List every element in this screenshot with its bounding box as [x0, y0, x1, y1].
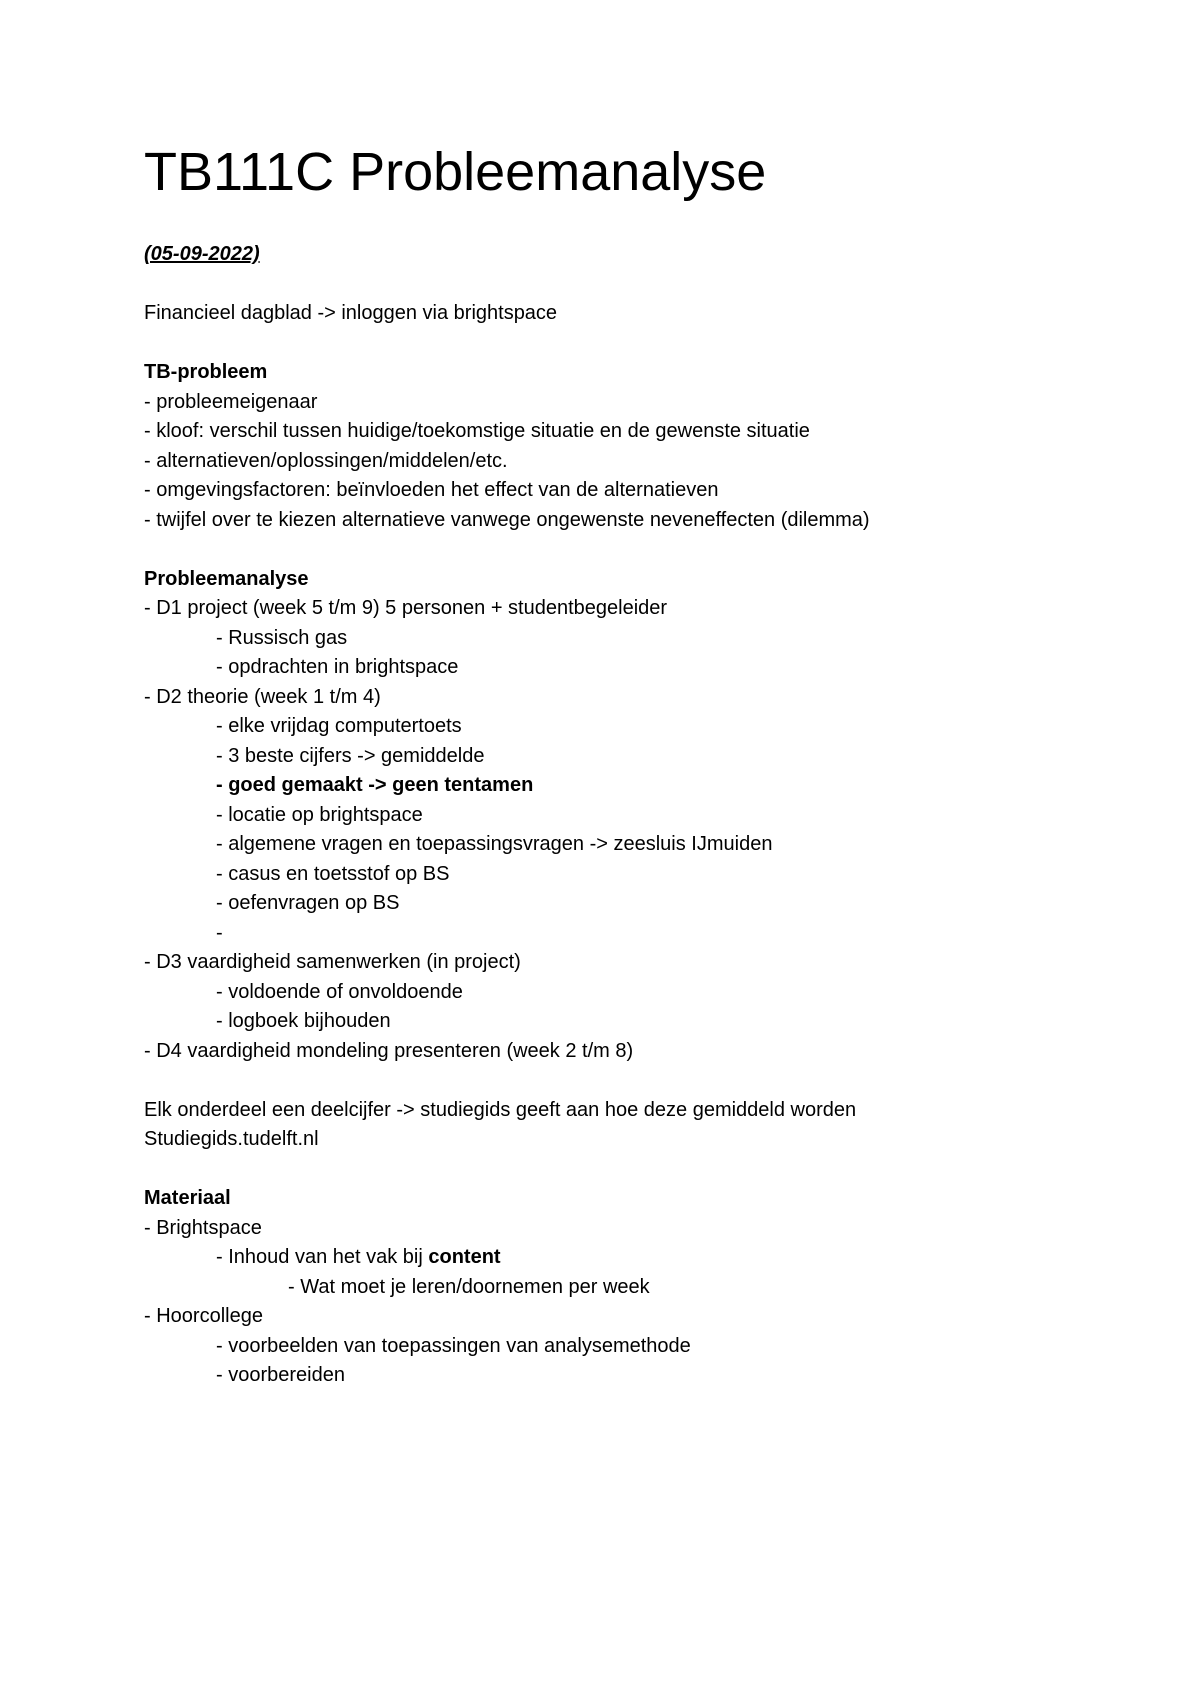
- blank-line: [144, 270, 1144, 300]
- section-heading-tb-probleem: TB-probleem: [144, 361, 268, 383]
- sub-list-item: - algemene vragen en toepassingsvragen -> zeesluis IJmuiden: [216, 833, 773, 855]
- sub-list-item: - locatie op brightspace: [216, 803, 423, 826]
- sub-list-item-inhoud: [144, 1243, 1144, 1273]
- blank-line: [144, 1155, 1144, 1185]
- sub-list-item: - opdrachten in brightspace: [216, 656, 459, 678]
- sub-list-item-emphasis: - goed gemaakt -> geen tentamen: [216, 774, 534, 796]
- inhoud-content-emphasis: content: [428, 1246, 501, 1268]
- sub-list-item: - voorbeelden van toepassingen van analysemethode: [216, 1334, 691, 1357]
- list-item: - alternatieven/oplossingen/middelen/etc.: [144, 449, 508, 472]
- list-item: - kloof: verschil tussen huidige/toekomstige situatie en de gewenste situatie: [144, 420, 810, 442]
- page-title: TB111C Probleemanalyse: [144, 142, 767, 202]
- deelcijfer-line: Elk onderdeel een deelcijfer -> studiegids geeft aan hoe deze gemiddeld worden: [144, 1098, 857, 1121]
- sub-list-item: - elke vrijdag computertoets: [216, 715, 462, 737]
- section-heading-probleemanalyse: Probleemanalyse: [144, 567, 309, 590]
- studiegids-url: Studiegids.tudelft.nl: [144, 1128, 319, 1150]
- lecture-date: (05-09-2022): [144, 243, 260, 265]
- document-body: [144, 240, 1144, 1391]
- sub-list-item: - logboek bijhouden: [216, 1010, 391, 1032]
- sub-list-item: - casus en toetsstof op BS: [216, 862, 450, 885]
- blank-line: [144, 535, 1144, 565]
- list-item-d1: - D1 project (week 5 t/m 9) 5 personen + studentbegeleider: [144, 597, 668, 619]
- list-item-hoorcollege: - Hoorcollege: [144, 1305, 263, 1327]
- inhoud-text: - Inhoud van het vak bij: [216, 1246, 429, 1268]
- list-item-brightspace: - Brightspace: [144, 1216, 262, 1239]
- list-item-d3: - D3 vaardigheid samenwerken (in project): [144, 951, 521, 973]
- section-heading-materiaal: Materiaal: [144, 1187, 231, 1209]
- blank-line: [144, 329, 1144, 359]
- sub-list-item: - Russisch gas: [216, 626, 348, 649]
- sub-list-item-empty: -: [216, 921, 223, 944]
- document-page: [144, 0, 1154, 1698]
- sub-sub-list-item: - Wat moet je leren/doornemen per week: [288, 1275, 650, 1298]
- list-item-d2: - D2 theorie (week 1 t/m 4): [144, 685, 381, 708]
- list-item-d4: - D4 vaardigheid mondeling presenteren (week 2 t/m 8): [144, 1039, 634, 1062]
- sub-list-item: - voorbereiden: [216, 1364, 345, 1386]
- blank-line: [144, 1066, 1144, 1096]
- list-item: - omgevingsfactoren: beïnvloeden het effect van de alternatieven: [144, 479, 719, 501]
- sub-list-item: - voldoende of onvoldoende: [216, 980, 463, 1003]
- sub-list-item: - oefenvragen op BS: [216, 892, 400, 914]
- intro-line: Financieel dagblad -> inloggen via brightspace: [144, 302, 558, 324]
- list-item: - probleemeigenaar: [144, 390, 318, 413]
- list-item: - twijfel over te kiezen alternatieve vanwege ongewenste neveneffecten (dilemma): [144, 508, 870, 531]
- sub-list-item: - 3 beste cijfers -> gemiddelde: [216, 744, 485, 767]
